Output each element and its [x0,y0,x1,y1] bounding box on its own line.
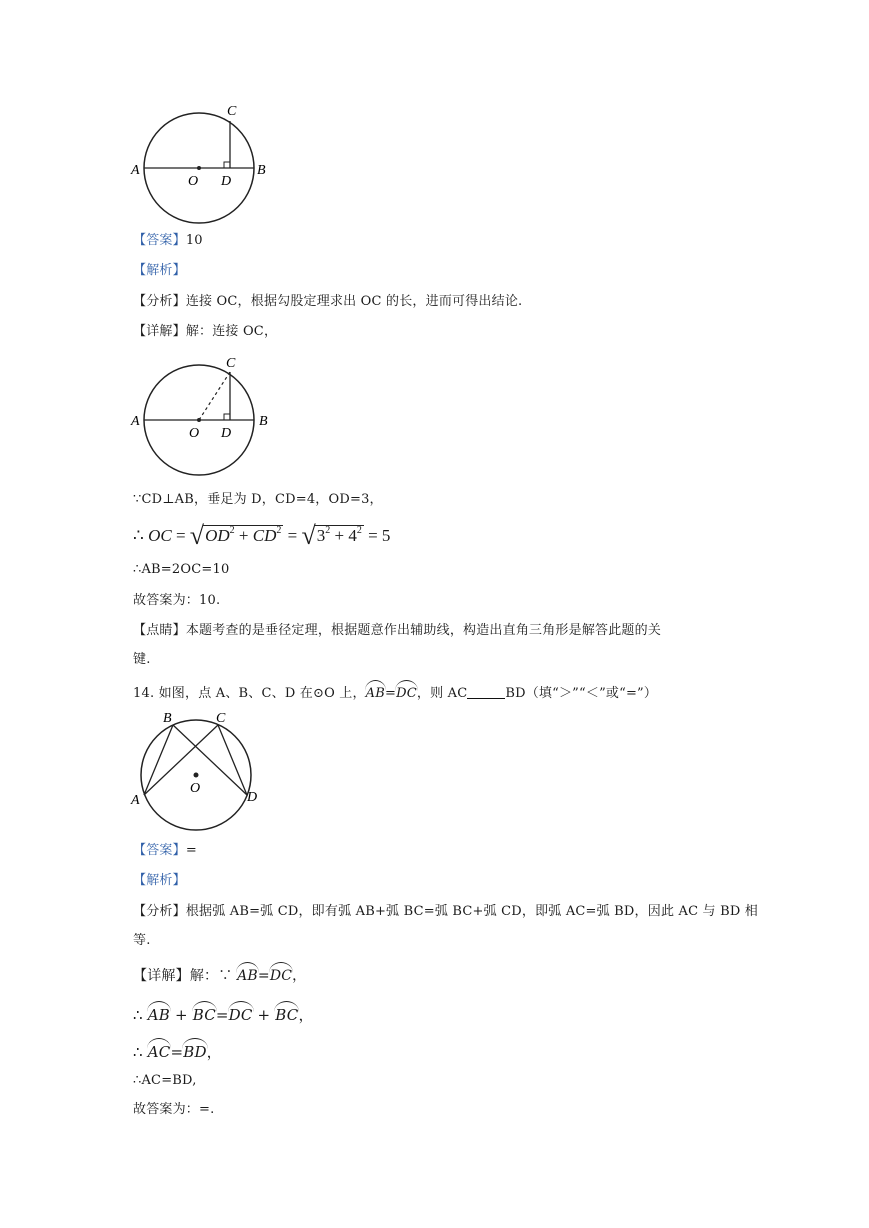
eq-equals-3: = [368,526,378,545]
arc-ab: AB [148,1001,170,1024]
plus: + [257,1006,271,1024]
plus-2: + [334,526,345,545]
final-text-14: 故答案为：=. [133,1102,215,1117]
label-a: A [131,793,140,808]
dianjing-line-13 [133,622,661,640]
term-4: 4 [348,526,357,545]
fenxi-text: 连接 OC，根据勾股定理求出 OC 的长，进而可得出结论. [185,294,523,309]
center-dot [194,773,199,778]
dianjing-tag: 【点睛】 [133,623,186,638]
label-o: O [190,781,201,796]
eq-sign: = [257,968,270,984]
arc-ab: AB [237,962,258,985]
xiangjie-line-13 [133,323,277,341]
label-d: D [221,426,232,441]
ab-line-13 [133,561,229,579]
xiangjie-text: 解：∵ [189,968,233,984]
plus-1: + [238,526,249,545]
fenxi-line-13 [133,293,522,311]
ac-bd-text: ∴AC=BD, [133,1073,197,1088]
arc-dc: DC [396,680,417,703]
right-angle-mark [224,162,230,168]
therefore-symbol: ∴ [133,1006,143,1024]
chord-ac [144,725,218,795]
ab-text: ∴AB=2OC=10 [133,562,230,577]
radicand-1 [203,525,283,546]
exp-2b: 2 [276,525,282,536]
dianjing-text: 本题考查的是垂径定理，根据题意作出辅助线，构造出直角三角形是解答此题的关 [185,623,662,638]
label-c: C [226,356,236,371]
exp-2d: 2 [356,525,362,536]
final-line-13 [133,592,220,610]
eq-equals-1: = [175,526,186,545]
term-cd: CD [252,526,277,545]
fenxi-tag: 【分析】 [133,904,186,919]
center-dot [197,418,201,422]
jiexi-line-13 [133,262,186,280]
figure-circle-chords [128,708,268,836]
fenxi-text: 根据弧 AB=弧 CD，即有弧 AB+弧 BC=弧 BC+弧 CD，即弧 AC=弧 BD，因此 AC 与 BD 相 [185,904,758,919]
xiangjie-line-14 [133,962,306,985]
answer-value: = [185,843,197,858]
therefore-symbol: ∴ [133,526,144,545]
jiexi-tag: 【解析】 [133,263,186,278]
eq-equals-2: = [287,526,298,545]
therefore-symbol: ∴ [133,1043,143,1061]
stem-mid: ，则 AC [416,686,468,701]
term-od: OD [205,526,230,545]
answer-blank [467,686,505,699]
eq-sign: = [170,1043,184,1061]
label-c: C [216,711,226,726]
figure-circle-oc [128,350,276,476]
right-angle-mark [224,414,230,420]
fenxi-tag: 【分析】 [133,294,186,309]
given-line-13 [133,491,383,509]
arc-ab: AB [366,680,385,703]
chord-cd [218,725,247,795]
radicand-2 [315,525,364,546]
arc-bc: BC [275,1001,298,1024]
radical-sign-1: √ [189,521,205,550]
step2-line-14 [133,1001,314,1024]
final-text-13: 故答案为：10. [133,593,221,608]
given-text: ∵CD⊥AB，垂足为 D，CD=4，OD=3， [133,492,383,507]
answer-tag: 【答案】 [133,843,186,858]
comma: ， [292,968,307,984]
label-o: O [188,174,199,189]
xiangjie-text: 解：连接 OC， [185,324,278,339]
jiexi-tag: 【解析】 [133,873,186,888]
label-d: D [247,790,258,805]
label-o: O [189,426,200,441]
chord-bd [173,725,247,795]
label-b: B [257,163,266,178]
segment-oc-dashed [199,372,230,420]
exp-2c: 2 [325,525,331,536]
step3-line-14 [133,1038,222,1061]
fenxi-cont-14 [133,932,151,950]
answer-line-14 [133,842,197,860]
exp-2a: 2 [229,525,235,536]
term-3: 3 [316,526,326,545]
fenxi-cont: 等. [133,933,151,948]
xiangjie-tag: 【详解】 [133,968,190,984]
eq-sign: = [215,1006,229,1024]
answer-tag: 【答案】 [133,233,186,248]
arc-dc: DC [229,1001,253,1024]
answer-line-13 [133,232,203,250]
plus: + [174,1006,188,1024]
jiexi-line-14 [133,872,186,890]
label-b: B [163,711,172,726]
center-dot [197,166,201,170]
label-d: D [221,174,232,189]
stem-14 [133,680,657,703]
comma: ， [206,1043,222,1061]
figure-circle-perpendicular [128,98,276,224]
arc-ac: AC [148,1038,171,1061]
radical-sign-2: √ [301,521,316,550]
label-b: B [259,414,268,429]
label-a: A [131,163,140,178]
eq-lhs: OC [148,526,172,545]
stem-suffix: BD（填“＞”“＜”或“=”） [505,686,658,701]
equation-oc [133,521,390,551]
step4-line-14 [133,1072,197,1090]
fenxi-line-14 [133,903,758,921]
xiangjie-tag: 【详解】 [133,324,186,339]
arc-bd: BD [183,1038,206,1061]
stem-prefix: 14. 如图，点 A、B、C、D 在⊙O 上， [133,686,366,701]
label-c: C [227,104,237,119]
dianjing-cont-13 [133,651,151,669]
label-a: A [131,414,140,429]
stem-eq: = [385,686,397,701]
dianjing-cont: 键. [133,652,151,667]
arc-bc: BC [193,1001,216,1024]
eq-result: 5 [381,526,391,545]
answer-value: 10 [185,233,203,248]
comma: ， [298,1006,314,1024]
arc-dc: DC [270,962,292,985]
final-line-14 [133,1101,214,1119]
